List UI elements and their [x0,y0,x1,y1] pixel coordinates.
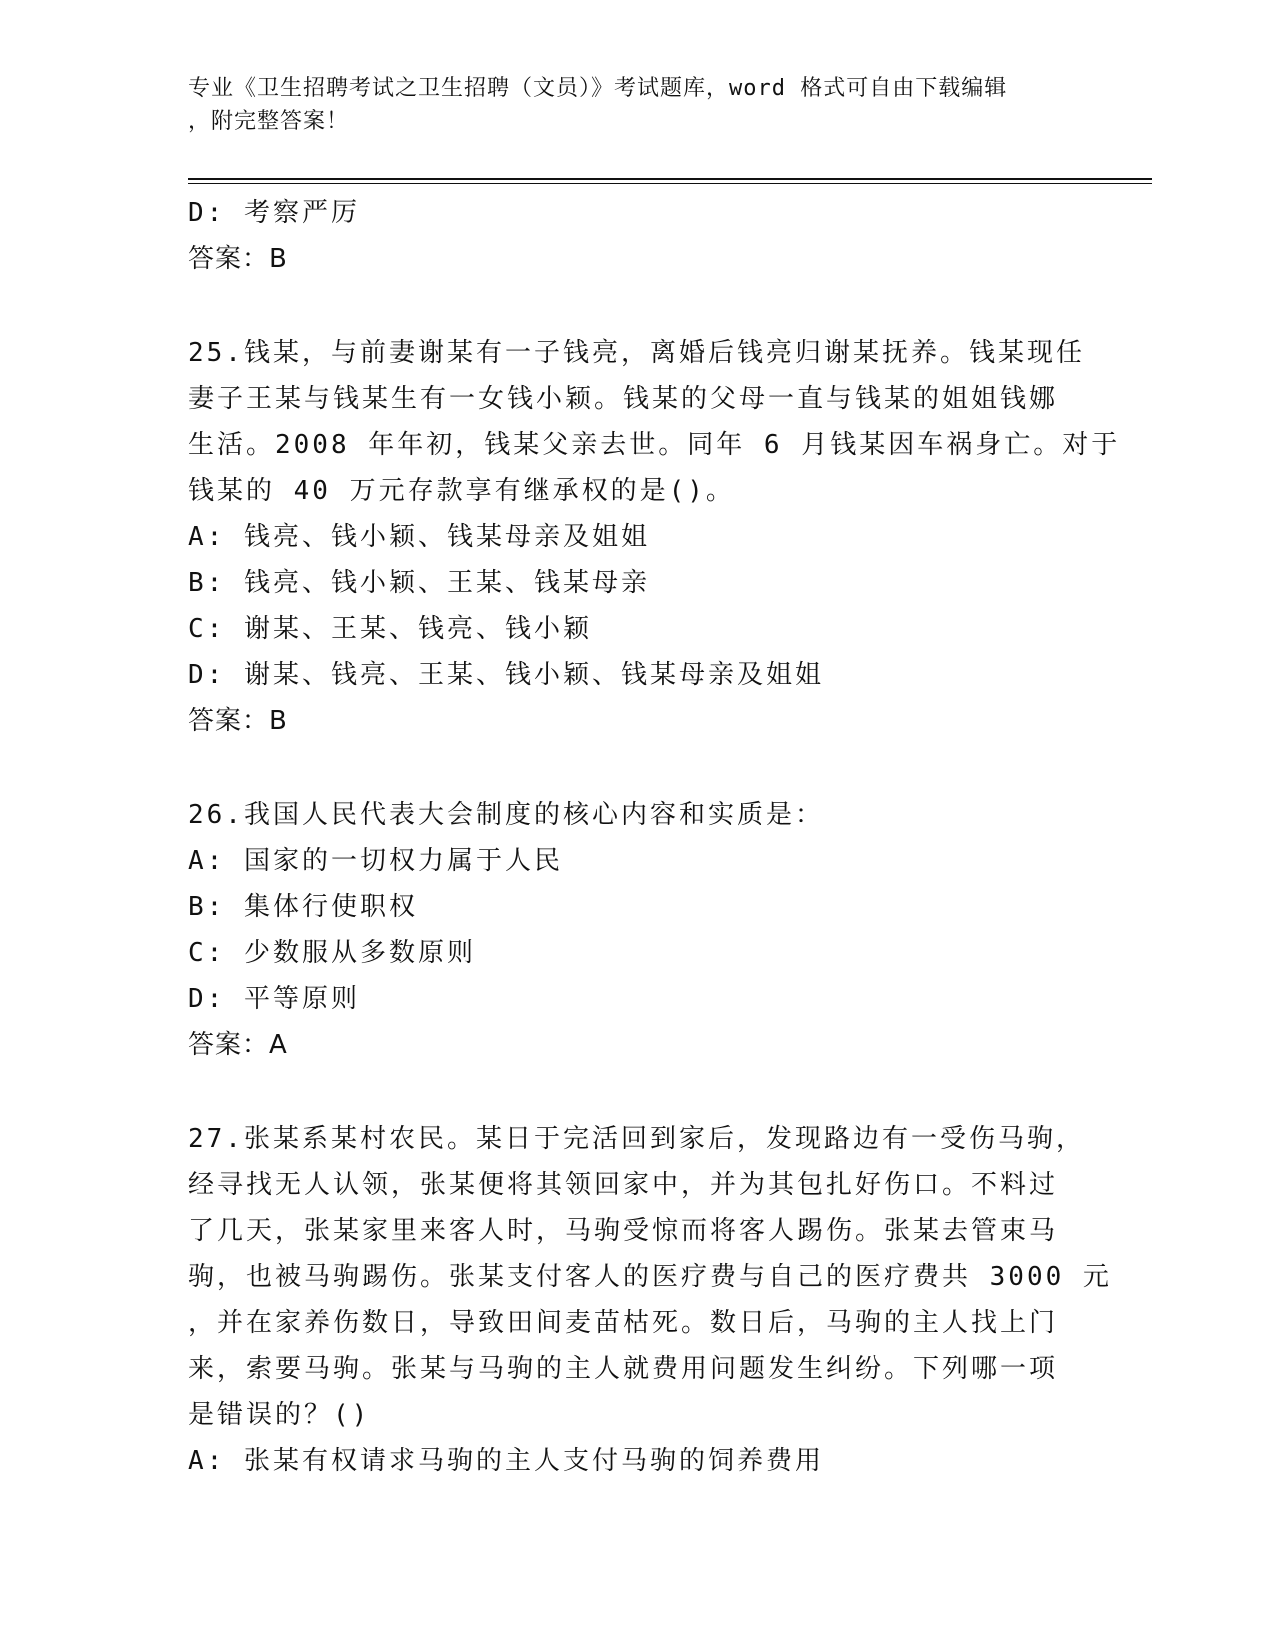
header-divider-thick [188,178,1152,180]
question-content [188,190,1121,1484]
question-text-line: 妻子王某与钱某生有一女钱小颖。钱某的父母一直与钱某的姐姐钱娜 [188,384,1059,414]
question-text-line: 来，索要马驹。张某与马驹的主人就费用问题发生纠纷。下列哪一项 [188,1354,1059,1384]
answer-label: 答案：A [188,1030,288,1060]
question-text-line: 25.钱某，与前妻谢某有一子钱亮，离婚后钱亮归谢某抚养。钱某现任 [188,338,1085,368]
option-b: B: 集体行使职权 [188,892,418,922]
option-a: A: 国家的一切权力属于人民 [188,846,563,876]
question-text-line: 生活。2008 年年初，钱某父亲去世。同年 6 月钱某因车祸身亡。对于 [188,430,1121,460]
option-c: C: 谢某、王某、钱亮、钱小颖 [188,614,592,644]
option-b: B: 钱亮、钱小颖、王某、钱某母亲 [188,568,650,598]
answer-label: 答案：B [188,244,288,274]
answer-label: 答案：B [188,706,288,736]
option-c: C: 少数服从多数原则 [188,938,476,968]
question-text-line: ，并在家养伤数日，导致田间麦苗枯死。数日后，马驹的主人找上门 [188,1308,1059,1338]
question-text-line: 驹，也被马驹踢伤。张某支付客人的医疗费与自己的医疗费共 3000 元 [188,1262,1112,1292]
spacer [188,744,1088,792]
option-d: D: 平等原则 [188,984,360,1014]
option-a: A: 钱亮、钱小颖、钱某母亲及姐姐 [188,522,650,552]
question-text-line: 钱某的 40 万元存款享有继承权的是()。 [188,476,735,506]
document-header [188,72,1088,138]
option-a: A: 张某有权请求马驹的主人支付马驹的饲养费用 [188,1446,824,1476]
spacer [188,282,1088,330]
question-26 [188,792,1088,1068]
header-line-2: ，附完整答案！ [188,109,350,134]
question-text-line: 26.我国人民代表大会制度的核心内容和实质是： [188,800,824,830]
header-divider-thin [188,183,1152,184]
question-27 [188,1116,1112,1484]
question-25 [188,330,1121,744]
question-text-line: 经寻找无人认领，张某便将其领回家中，并为其包扎好伤口。不料过 [188,1170,1059,1200]
spacer [188,1068,1088,1116]
option-d: D: 谢某、钱亮、王某、钱小颖、钱某母亲及姐姐 [188,660,824,690]
question-text-line: 27.张某系某村农民。某日于完活回到家后，发现路边有一受伤马驹， [188,1124,1085,1154]
option-d: D: 考察严厉 [188,198,360,228]
question-text-line: 是错误的？() [188,1400,371,1430]
previous-question-tail [188,190,1088,282]
header-line-1: 专业《卫生招聘考试之卫生招聘（文员）》考试题库，word 格式可自由下载编辑 [188,76,1008,101]
question-text-line: 了几天，张某家里来客人时，马驹受惊而将客人踢伤。张某去管束马 [188,1216,1059,1246]
